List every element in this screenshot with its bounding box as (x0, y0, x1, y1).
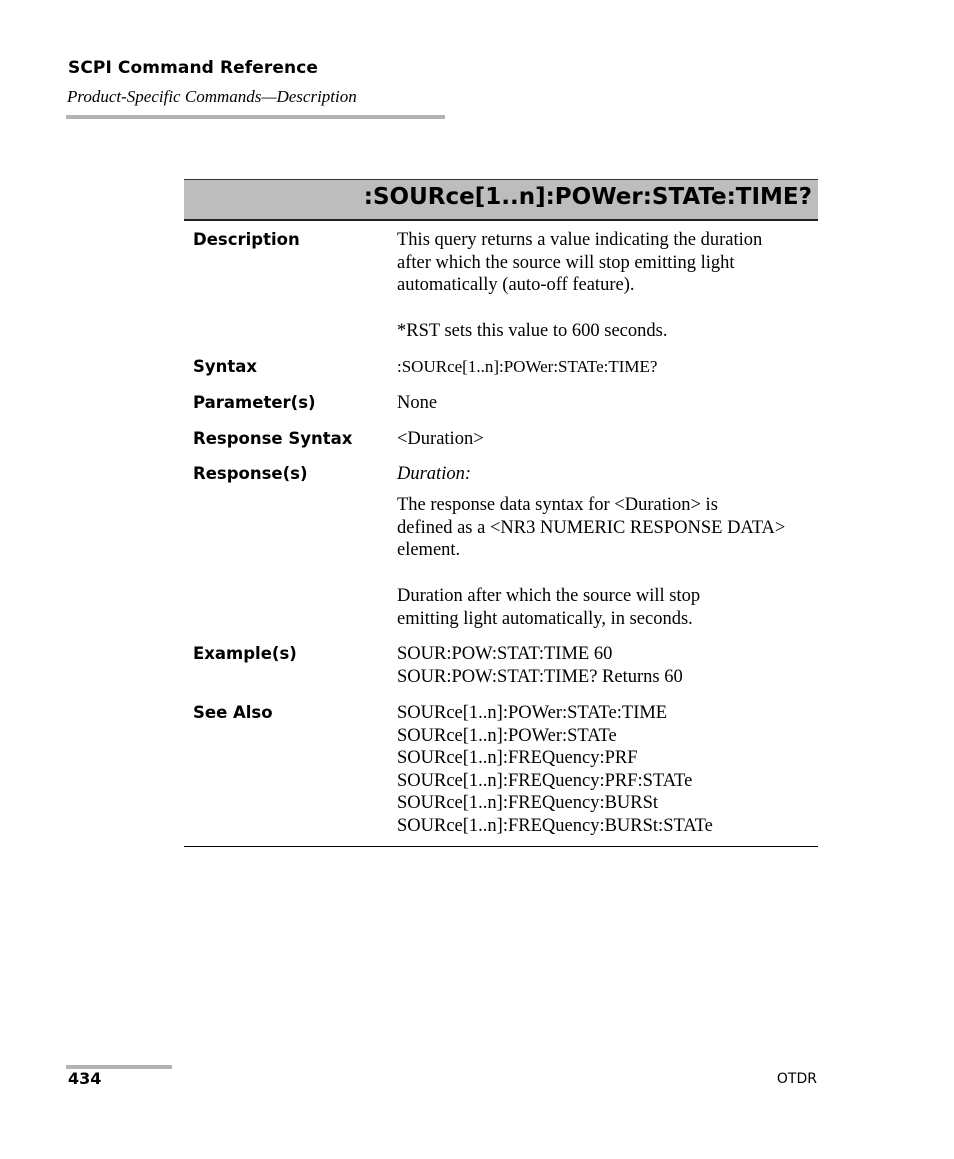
examples-list (397, 643, 817, 688)
description-line: This query returns a value indicating the duration (397, 230, 763, 250)
table-bottom-rule (184, 846, 818, 847)
response-line: The response data syntax for <Duration> is (397, 495, 718, 515)
see-also-item: SOURce[1..n]:FREQuency:PRF (397, 748, 638, 769)
response-syntax-description (397, 494, 817, 562)
see-also-item: SOURce[1..n]:FREQuency:BURSt (397, 793, 659, 814)
see-also-list (397, 702, 817, 838)
description-label: Description (193, 230, 300, 249)
see-also-item: SOURce[1..n]:POWer:STATe (397, 725, 617, 746)
parameters-value: None (397, 393, 438, 413)
response-meaning (397, 585, 817, 630)
examples-label: Example(s) (193, 644, 297, 663)
response-name: Duration: (397, 464, 471, 484)
syntax-label: Syntax (193, 357, 258, 376)
rst-note: *RST sets this value to 600 seconds. (397, 321, 668, 341)
command-title-bar (184, 179, 818, 221)
chapter-title: SCPI Command Reference (68, 58, 319, 78)
syntax-value: :SOURce[1..n]:POWer:STATe:TIME? (397, 357, 658, 376)
header-rule (66, 115, 445, 119)
see-also-item: SOURce[1..n]:FREQuency:PRF:STATe (397, 770, 693, 791)
description-line: after which the source will stop emitting light (397, 252, 735, 273)
response-line: emitting light automatically, in seconds. (397, 608, 693, 629)
product-name: OTDR (776, 1071, 817, 1087)
response-syntax-label: Response Syntax (193, 429, 353, 448)
page-number: 434 (68, 1069, 102, 1088)
description-text (397, 229, 817, 297)
example-line: SOUR:POW:STAT:TIME 60 (397, 644, 613, 664)
description-line: automatically (auto-off feature). (397, 275, 635, 296)
response-line: defined as a <NR3 NUMERIC RESPONSE DATA> (397, 517, 786, 538)
see-also-item: SOURce[1..n]:FREQuency:BURSt:STATe (397, 815, 713, 836)
response-line: Duration after which the source will stop (397, 586, 701, 606)
command-title: :SOURce[1..n]:POWer:STATe:TIME? (363, 184, 812, 210)
see-also-label: See Also (193, 703, 273, 722)
example-line: SOUR:POW:STAT:TIME? Returns 60 (397, 666, 683, 687)
parameters-label: Parameter(s) (193, 393, 316, 412)
response-syntax-value: <Duration> (397, 429, 484, 449)
responses-label: Response(s) (193, 464, 308, 483)
see-also-item: SOURce[1..n]:POWer:STATe:TIME (397, 703, 668, 723)
section-subtitle: Product-Specific Commands—Description (67, 87, 357, 106)
response-line: element. (397, 540, 461, 561)
